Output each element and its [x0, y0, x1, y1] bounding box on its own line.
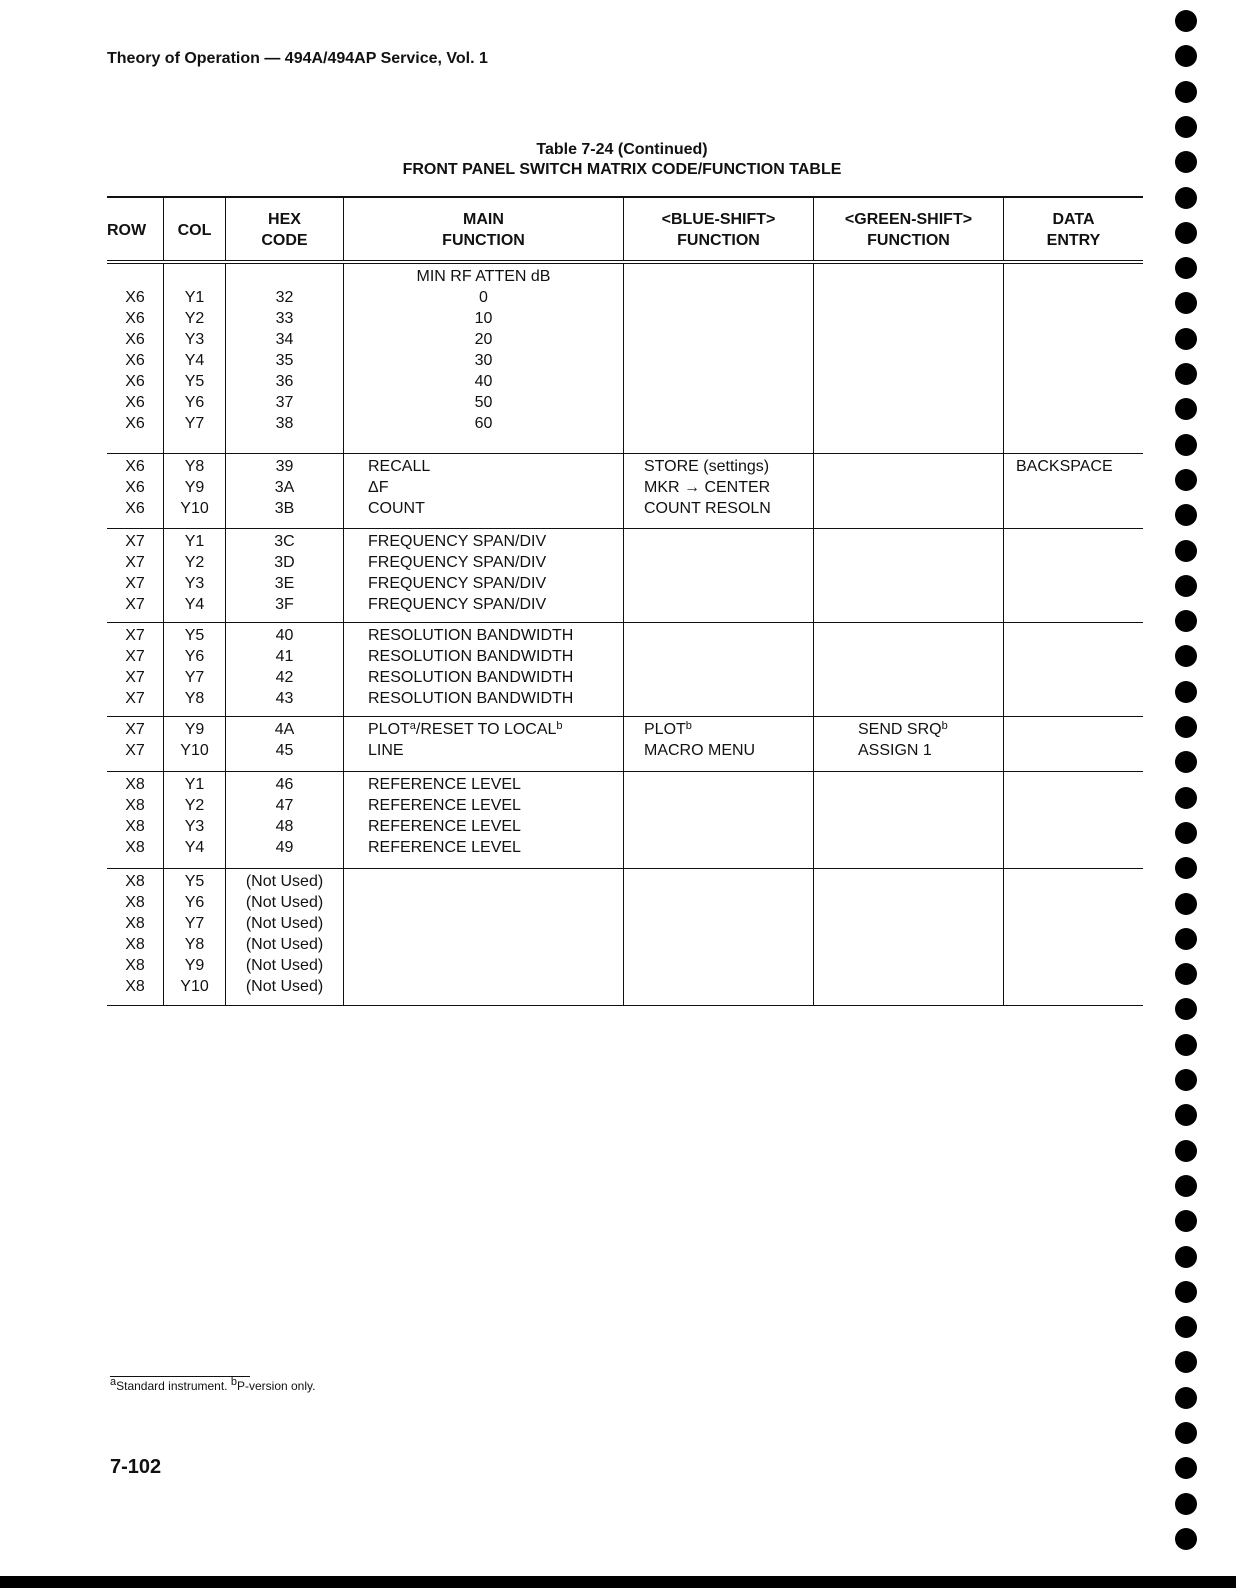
- cell-line: X8: [125, 957, 145, 974]
- binder-hole: [1175, 787, 1197, 809]
- binder-hole: [1175, 681, 1197, 703]
- binder-hole: [1175, 187, 1197, 209]
- cell-line: 49: [275, 839, 294, 856]
- col-cell: [164, 623, 226, 716]
- table-row-group: [107, 623, 1143, 717]
- table-header: [107, 196, 1143, 264]
- cell-line: FREQUENCY SPAN/DIV: [368, 533, 547, 550]
- binder-hole: [1175, 45, 1197, 67]
- cell-line: 3D: [274, 554, 295, 571]
- binder-hole: [1175, 928, 1197, 950]
- scan-edge: [0, 1576, 1236, 1588]
- header-hex-code: HEX CODE: [226, 198, 344, 260]
- cell-line: 39: [275, 458, 294, 475]
- cell-line: X7: [125, 721, 145, 738]
- cell-line: 43: [275, 690, 294, 707]
- cell-line: RESOLUTION BANDWIDTH: [368, 690, 574, 707]
- binder-hole: [1175, 1281, 1197, 1303]
- binder-hole: [1175, 328, 1197, 350]
- cell-line: 3F: [275, 596, 294, 613]
- data-entry-cell: [1004, 869, 1143, 1005]
- binder-hole: [1175, 1104, 1197, 1126]
- table-number: Table 7-24 (Continued): [536, 141, 708, 158]
- switch-matrix-table: [107, 196, 1143, 1006]
- cell-line: X8: [125, 873, 145, 890]
- table-title: FRONT PANEL SWITCH MATRIX CODE/FUNCTION TABLE: [402, 161, 842, 178]
- running-header: Theory of Operation — 494A/494AP Service, Vol. 1: [107, 50, 488, 67]
- cell-line: 35: [275, 352, 294, 369]
- cell-line: X7: [125, 627, 145, 644]
- binder-hole: [1175, 1175, 1197, 1197]
- cell-line: SEND SRQ$^b$: [858, 720, 948, 738]
- hex-code-cell: [226, 869, 344, 1005]
- cell-line: PLOT$^b$: [644, 720, 692, 738]
- cell-line: Y4: [184, 596, 205, 613]
- main-function-cell: [344, 264, 624, 453]
- cell-line: LINE: [368, 742, 404, 759]
- data-entry-cell: [1004, 717, 1143, 771]
- cell-line: RESOLUTION BANDWIDTH: [368, 669, 574, 686]
- cell-line: COUNT RESOLN: [644, 500, 771, 517]
- green-shift-cell: [814, 772, 1004, 868]
- cell-line: Y5: [184, 373, 205, 390]
- cell-line: Y4: [184, 352, 205, 369]
- binder-hole: [1175, 434, 1197, 456]
- binder-hole: [1175, 257, 1197, 279]
- cell-line: X8: [125, 818, 145, 835]
- footnote: $^a$Standard instrument. $^b$P-version only.: [110, 1376, 316, 1393]
- cell-line: (Not Used): [245, 957, 324, 974]
- blue-shift-cell: [624, 772, 814, 868]
- row-cell: [107, 623, 164, 716]
- main-function-cell: [344, 717, 624, 771]
- binder-hole: [1175, 81, 1197, 103]
- col-cell: [164, 869, 226, 1005]
- cell-line: 3A: [274, 479, 295, 496]
- green-shift-cell: [814, 454, 1004, 528]
- cell-line: X6: [125, 331, 145, 348]
- cell-line: 20: [474, 331, 493, 348]
- binder-hole: [1175, 575, 1197, 597]
- cell-line: 3C: [274, 533, 295, 550]
- binder-hole: [1175, 116, 1197, 138]
- cell-line: Y7: [184, 915, 205, 932]
- binder-hole: [1175, 1351, 1197, 1373]
- main-function-cell: [344, 772, 624, 868]
- table-row-group: [107, 454, 1143, 529]
- cell-line: 46: [275, 776, 294, 793]
- cell-line: ASSIGN 1: [858, 742, 932, 759]
- cell-line: X6: [125, 394, 145, 411]
- cell-line: 3E: [274, 575, 295, 592]
- main-function-cell: [344, 869, 624, 1005]
- cell-line: 36: [275, 373, 294, 390]
- cell-line: Y6: [184, 894, 205, 911]
- cell-line: X8: [125, 936, 145, 953]
- binder-hole: [1175, 1210, 1197, 1232]
- cell-line: (Not Used): [245, 894, 324, 911]
- cell-line: 41: [275, 648, 294, 665]
- binder-hole: [1175, 1493, 1197, 1515]
- cell-line: Y10: [180, 742, 209, 759]
- col-cell: [164, 529, 226, 622]
- green-shift-cell: [814, 529, 1004, 622]
- data-entry-cell: [1004, 454, 1143, 528]
- cell-line: 10: [474, 310, 493, 327]
- col-cell: [164, 772, 226, 868]
- main-function-cell: [344, 623, 624, 716]
- binder-hole: [1175, 1457, 1197, 1479]
- cell-line: REFERENCE LEVEL: [368, 818, 521, 835]
- cell-line: STORE (settings): [644, 458, 770, 475]
- header-row: ROW: [107, 198, 164, 260]
- cell-line: FREQUENCY SPAN/DIV: [368, 596, 547, 613]
- hex-code-cell: [226, 529, 344, 622]
- binder-hole: [1175, 1422, 1197, 1444]
- header-main-function: MAIN FUNCTION: [344, 198, 624, 260]
- cell-line: Y10: [180, 500, 209, 517]
- cell-line: 37: [275, 394, 294, 411]
- cell-line: X6: [125, 373, 145, 390]
- cell-line: 45: [275, 742, 294, 759]
- cell-line: Y1: [184, 289, 205, 306]
- binder-hole: [1175, 1528, 1197, 1550]
- cell-line: MKR → CENTER: [644, 479, 771, 496]
- cell-line: X8: [125, 894, 145, 911]
- hex-code-cell: [226, 772, 344, 868]
- col-cell: [164, 264, 226, 453]
- cell-line: RECALL: [368, 458, 431, 475]
- green-shift-cell: [814, 869, 1004, 1005]
- cell-line: X6: [125, 479, 145, 496]
- cell-line: X6: [125, 500, 145, 517]
- binder-hole: [1175, 1034, 1197, 1056]
- table-row-group: [107, 264, 1143, 454]
- cell-line: Y3: [184, 575, 205, 592]
- binder-hole: [1175, 469, 1197, 491]
- cell-line: 30: [474, 352, 493, 369]
- cell-line: MIN RF ATTEN dB: [416, 268, 551, 285]
- row-cell: [107, 869, 164, 1005]
- cell-line: X7: [125, 575, 145, 592]
- row-cell: [107, 529, 164, 622]
- cell-line: Y7: [184, 669, 205, 686]
- row-cell: [107, 264, 164, 453]
- green-shift-cell: [814, 264, 1004, 453]
- cell-line: (Not Used): [245, 936, 324, 953]
- cell-line: 34: [275, 331, 294, 348]
- cell-line: X7: [125, 596, 145, 613]
- cell-line: 47: [275, 797, 294, 814]
- binder-hole: [1175, 1246, 1197, 1268]
- binder-hole: [1175, 998, 1197, 1020]
- cell-line: Y6: [184, 394, 205, 411]
- blue-shift-cell: [624, 869, 814, 1005]
- cell-line: 3B: [274, 500, 295, 517]
- table-row-group: [107, 869, 1143, 1006]
- cell-line: REFERENCE LEVEL: [368, 797, 521, 814]
- cell-line: FREQUENCY SPAN/DIV: [368, 575, 547, 592]
- header-green-shift-function: <GREEN-SHIFT> FUNCTION: [814, 198, 1004, 260]
- binder-hole: [1175, 610, 1197, 632]
- cell-line: Y9: [184, 957, 205, 974]
- cell-line: X6: [125, 310, 145, 327]
- cell-line: Y8: [184, 690, 205, 707]
- cell-line: COUNT: [368, 500, 425, 517]
- page-number: 7-102: [110, 1456, 162, 1478]
- cell-line: BACKSPACE: [1016, 458, 1113, 475]
- cell-line: RESOLUTION BANDWIDTH: [368, 648, 574, 665]
- cell-line: MACRO MENU: [644, 742, 756, 759]
- table-row-group: [107, 529, 1143, 623]
- cell-line: 40: [474, 373, 493, 390]
- cell-line: X8: [125, 776, 145, 793]
- cell-line: (Not Used): [245, 978, 324, 995]
- cell-line: REFERENCE LEVEL: [368, 776, 521, 793]
- binder-hole: [1175, 540, 1197, 562]
- main-function-cell: [344, 454, 624, 528]
- cell-line: X6: [125, 352, 145, 369]
- cell-line: 42: [275, 669, 294, 686]
- blue-shift-cell: [624, 529, 814, 622]
- header-data-entry: DATA ENTRY: [1046, 211, 1101, 249]
- row-cell: [107, 454, 164, 528]
- row-cell: [107, 717, 164, 771]
- cell-line: Y2: [184, 797, 205, 814]
- cell-line: 38: [275, 415, 294, 432]
- cell-line: REFERENCE LEVEL: [368, 839, 521, 856]
- cell-line: X6: [125, 289, 145, 306]
- binder-hole: [1175, 292, 1197, 314]
- cell-line: Y9: [184, 721, 205, 738]
- cell-line: Y5: [184, 873, 205, 890]
- data-entry-cell: [1004, 623, 1143, 716]
- header-blue-shift-function: <BLUE-SHIFT> FUNCTION: [624, 198, 814, 260]
- table-row-group: [107, 772, 1143, 869]
- cell-line: RESOLUTION BANDWIDTH: [368, 627, 574, 644]
- binder-hole: [1175, 963, 1197, 985]
- cell-line: 50: [474, 394, 493, 411]
- cell-line: X7: [125, 742, 145, 759]
- cell-line: 4A: [274, 721, 295, 738]
- binder-hole: [1175, 893, 1197, 915]
- cell-line: Y10: [180, 978, 209, 995]
- binder-hole: [1175, 10, 1197, 32]
- binder-hole: [1175, 1387, 1197, 1409]
- cell-line: X7: [125, 554, 145, 571]
- cell-line: Y3: [184, 818, 205, 835]
- cell-line: Y7: [184, 415, 205, 432]
- cell-line: Y1: [184, 533, 205, 550]
- cell-line: X8: [125, 839, 145, 856]
- table-body: [107, 264, 1143, 1006]
- binder-hole: [1175, 1316, 1197, 1338]
- binder-hole: [1175, 398, 1197, 420]
- cell-line: 32: [275, 289, 294, 306]
- cell-line: Y8: [184, 936, 205, 953]
- cell-line: X7: [125, 533, 145, 550]
- binder-hole: [1175, 751, 1197, 773]
- hex-code-cell: [226, 264, 344, 453]
- row-cell: [107, 772, 164, 868]
- hex-code-cell: [226, 717, 344, 771]
- cell-line: Y9: [184, 479, 205, 496]
- cell-line: X8: [125, 797, 145, 814]
- binder-hole: [1175, 716, 1197, 738]
- cell-line: 0: [479, 289, 488, 306]
- blue-shift-cell: [624, 623, 814, 716]
- cell-line: X6: [125, 415, 145, 432]
- cell-line: Y2: [184, 554, 205, 571]
- cell-line: Y2: [184, 310, 205, 327]
- blue-shift-cell: [624, 264, 814, 453]
- green-shift-cell: [814, 623, 1004, 716]
- cell-line: Y1: [184, 776, 205, 793]
- cell-line: X8: [125, 978, 145, 995]
- binder-hole: [1175, 151, 1197, 173]
- hex-code-cell: [226, 623, 344, 716]
- blue-shift-cell: [624, 717, 814, 771]
- cell-line: (Not Used): [245, 915, 324, 932]
- data-entry-cell: [1004, 264, 1143, 453]
- cell-line: Y8: [184, 458, 205, 475]
- binder-holes: [1170, 0, 1200, 1588]
- cell-line: 60: [474, 415, 493, 432]
- cell-line: FREQUENCY SPAN/DIV: [368, 554, 547, 571]
- cell-line: Y5: [184, 627, 205, 644]
- binder-hole: [1175, 822, 1197, 844]
- table-caption: [107, 140, 1137, 180]
- cell-line: 48: [275, 818, 294, 835]
- footnote-rule: [110, 1376, 250, 1377]
- binder-hole: [1175, 1069, 1197, 1091]
- cell-line: (Not Used): [245, 873, 324, 890]
- header-col: COL: [164, 198, 226, 260]
- cell-line: 40: [275, 627, 294, 644]
- cell-line: X6: [125, 458, 145, 475]
- binder-hole: [1175, 645, 1197, 667]
- cell-line: X7: [125, 690, 145, 707]
- cell-line: Y3: [184, 331, 205, 348]
- green-shift-cell: [814, 717, 1004, 771]
- table-row-group: [107, 717, 1143, 772]
- binder-hole: [1175, 1140, 1197, 1162]
- data-entry-cell: [1004, 772, 1143, 868]
- cell-line: X7: [125, 669, 145, 686]
- binder-hole: [1175, 363, 1197, 385]
- binder-hole: [1175, 857, 1197, 879]
- cell-line: X8: [125, 915, 145, 932]
- cell-line: Y4: [184, 839, 205, 856]
- blue-shift-cell: [624, 454, 814, 528]
- main-function-cell: [344, 529, 624, 622]
- cell-line: PLOT$^a$/RESET TO LOCAL$^b$: [368, 720, 563, 738]
- binder-hole: [1175, 504, 1197, 526]
- data-entry-cell: [1004, 529, 1143, 622]
- col-cell: [164, 454, 226, 528]
- cell-line: 33: [275, 310, 294, 327]
- cell-line: Y6: [184, 648, 205, 665]
- cell-line: ΔF: [368, 479, 389, 496]
- binder-hole: [1175, 222, 1197, 244]
- cell-line: X7: [125, 648, 145, 665]
- col-cell: [164, 717, 226, 771]
- hex-code-cell: [226, 454, 344, 528]
